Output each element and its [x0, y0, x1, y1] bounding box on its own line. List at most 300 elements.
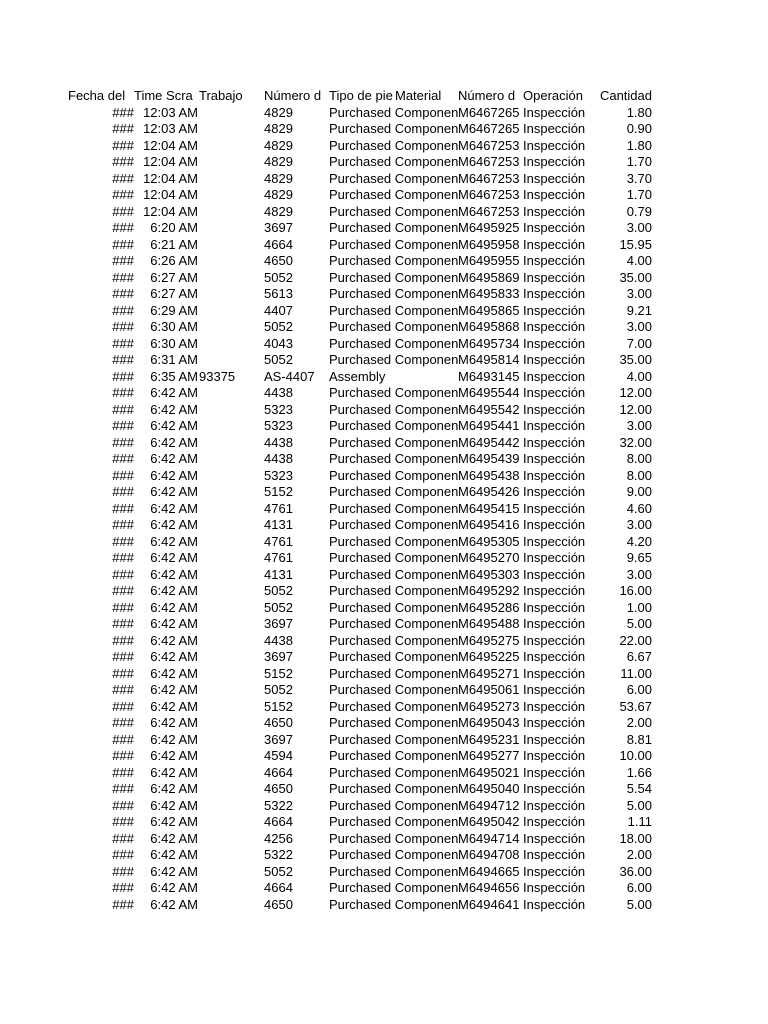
cell-cantidad[interactable]: 8.00	[626, 467, 652, 483]
cell-time[interactable]: 6:42 AM	[150, 880, 198, 895]
cell-trabajo[interactable]: 93375	[199, 368, 236, 384]
cell-trabajo[interactable]	[199, 732, 262, 749]
cell-numero-material[interactable]: M6495869	[458, 269, 520, 285]
cell-material[interactable]	[395, 567, 458, 584]
cell-trabajo[interactable]	[199, 336, 262, 353]
cell-time[interactable]: 6:42 AM	[150, 847, 198, 862]
cell-trabajo[interactable]	[199, 138, 262, 155]
cell-cantidad[interactable]: 3.70	[626, 170, 652, 186]
cell-time[interactable]: 6:42 AM	[150, 715, 198, 730]
cell-fecha[interactable]: ###	[112, 715, 134, 730]
cell-material[interactable]	[395, 204, 458, 221]
cell-trabajo[interactable]	[199, 616, 262, 633]
cell-tipo-pieza[interactable]: Purchased Componen	[329, 286, 459, 301]
cell-trabajo[interactable]	[199, 682, 262, 699]
cell-fecha[interactable]: ###	[112, 220, 134, 235]
cell-fecha[interactable]: ###	[112, 286, 134, 301]
cell-operacion[interactable]: Inspección	[523, 715, 586, 730]
cell-trabajo[interactable]	[199, 847, 262, 864]
cell-tipo-pieza[interactable]: Purchased Componen	[329, 352, 459, 367]
cell-numero-material[interactable]: M6495868	[458, 319, 520, 334]
cell-cantidad[interactable]: 0.90	[626, 121, 652, 136]
cell-time[interactable]: 6:42 AM	[150, 731, 198, 747]
cell-numero-material[interactable]: M6495958	[458, 236, 520, 252]
cell-material[interactable]	[395, 171, 458, 188]
cell-fecha[interactable]: ###	[112, 467, 134, 483]
cell-numero-material[interactable]: M6495426	[458, 484, 520, 499]
cell-fecha[interactable]: ###	[112, 682, 134, 697]
cell-cantidad[interactable]: 1.11	[627, 814, 652, 829]
cell-operacion[interactable]: Inspección	[523, 121, 586, 136]
cell-numero-parte[interactable]: 4438	[264, 385, 293, 400]
cell-operacion[interactable]: Inspección	[523, 550, 586, 565]
cell-numero-parte[interactable]: 5152	[264, 698, 293, 714]
cell-numero-parte[interactable]: 4664	[264, 880, 293, 895]
cell-material[interactable]	[395, 880, 458, 897]
cell-operacion[interactable]: Inspección	[523, 203, 586, 219]
cell-operacion[interactable]: Inspección	[523, 764, 586, 780]
cell-material[interactable]	[395, 600, 458, 617]
cell-numero-parte[interactable]: 5323	[264, 418, 293, 433]
cell-time[interactable]: 6:42 AM	[150, 764, 198, 780]
cell-operacion[interactable]: Inspección	[523, 137, 586, 153]
cell-tipo-pieza[interactable]: Purchased Componen	[329, 236, 459, 252]
cell-cantidad[interactable]: 9.65	[626, 550, 652, 565]
cell-numero-material[interactable]: M6495441	[458, 418, 520, 433]
cell-tipo-pieza[interactable]: Purchased Componen	[329, 220, 459, 235]
cell-numero-material[interactable]: M6493145	[458, 368, 520, 384]
cell-material[interactable]	[395, 253, 458, 270]
cell-trabajo[interactable]	[199, 534, 262, 551]
cell-fecha[interactable]: ###	[112, 517, 134, 532]
cell-numero-parte[interactable]: 4043	[264, 335, 293, 351]
cell-time[interactable]: 6:31 AM	[150, 352, 198, 367]
cell-cantidad[interactable]: 6.00	[626, 880, 652, 895]
cell-time[interactable]: 6:27 AM	[150, 269, 198, 285]
cell-numero-parte[interactable]: 5322	[264, 797, 293, 813]
cell-fecha[interactable]: ###	[112, 385, 134, 400]
cell-numero-material[interactable]: M6495442	[458, 434, 520, 450]
cell-operacion[interactable]: Inspección	[523, 863, 586, 879]
cell-trabajo[interactable]	[199, 633, 262, 650]
cell-material[interactable]	[395, 682, 458, 699]
cell-numero-parte[interactable]: 5052	[264, 269, 293, 285]
cell-time[interactable]: 6:42 AM	[150, 896, 198, 912]
cell-trabajo[interactable]	[199, 435, 262, 452]
cell-cantidad[interactable]: 4.00	[626, 253, 652, 268]
cell-numero-parte[interactable]: 4829	[264, 187, 293, 202]
cell-numero-material[interactable]: M6467253	[458, 137, 520, 153]
cell-tipo-pieza[interactable]: Purchased Componen	[329, 104, 459, 120]
cell-numero-parte[interactable]: 4438	[264, 434, 293, 450]
cell-time[interactable]: 12:04 AM	[143, 137, 198, 153]
cell-time[interactable]: 6:42 AM	[150, 385, 198, 400]
cell-fecha[interactable]: ###	[112, 566, 134, 582]
cell-time[interactable]: 12:04 AM	[143, 170, 198, 186]
cell-cantidad[interactable]: 11.00	[620, 665, 652, 681]
cell-operacion[interactable]: Inspección	[523, 698, 586, 714]
cell-fecha[interactable]: ###	[112, 896, 134, 912]
cell-cantidad[interactable]: 4.60	[626, 500, 652, 516]
cell-tipo-pieza[interactable]: Purchased Componen	[329, 550, 459, 565]
cell-material[interactable]	[395, 286, 458, 303]
cell-cantidad[interactable]: 53.67	[619, 698, 652, 714]
cell-cantidad[interactable]: 8.00	[626, 451, 652, 466]
cell-operacion[interactable]: Inspección	[523, 896, 586, 912]
cell-tipo-pieza[interactable]: Purchased Componen	[329, 434, 459, 450]
cell-fecha[interactable]: ###	[112, 484, 134, 499]
cell-tipo-pieza[interactable]: Purchased Componen	[329, 517, 459, 532]
cell-trabajo[interactable]	[199, 121, 262, 138]
cell-numero-material[interactable]: M6495061	[458, 682, 520, 697]
cell-tipo-pieza[interactable]: Purchased Componen	[329, 335, 459, 351]
cell-material[interactable]	[395, 583, 458, 600]
cell-numero-material[interactable]: M6495275	[458, 632, 520, 648]
cell-cantidad[interactable]: 12.00	[619, 385, 652, 400]
cell-fecha[interactable]: ###	[112, 170, 134, 186]
cell-tipo-pieza[interactable]: Assembly	[329, 368, 386, 384]
cell-fecha[interactable]: ###	[112, 583, 134, 598]
cell-fecha[interactable]: ###	[112, 748, 134, 763]
cell-operacion[interactable]: Inspección	[523, 847, 586, 862]
cell-tipo-pieza[interactable]: Purchased Componen	[329, 748, 459, 763]
cell-trabajo[interactable]	[199, 105, 262, 122]
cell-material[interactable]	[395, 484, 458, 501]
cell-operacion[interactable]: Inspección	[523, 401, 586, 417]
cell-material[interactable]	[395, 814, 458, 831]
cell-numero-parte[interactable]: 5323	[264, 467, 293, 483]
cell-fecha[interactable]: ###	[112, 863, 134, 879]
cell-tipo-pieza[interactable]: Purchased Componen	[329, 682, 459, 697]
cell-cantidad[interactable]: 18.00	[619, 830, 652, 846]
cell-time[interactable]: 6:42 AM	[150, 781, 198, 796]
cell-material[interactable]	[395, 831, 458, 848]
cell-numero-material[interactable]: M6467253	[458, 187, 520, 202]
cell-numero-material[interactable]: M6495271	[458, 665, 520, 681]
cell-time[interactable]: 6:42 AM	[150, 814, 198, 829]
cell-trabajo[interactable]	[199, 831, 262, 848]
cell-numero-parte[interactable]: 3697	[264, 731, 293, 747]
cell-time[interactable]: 12:04 AM	[143, 154, 198, 169]
cell-material[interactable]	[395, 187, 458, 204]
cell-numero-parte[interactable]: 5323	[264, 401, 293, 417]
cell-tipo-pieza[interactable]: Purchased Componen	[329, 154, 459, 169]
cell-trabajo[interactable]	[199, 270, 262, 287]
cell-operacion[interactable]: Inspección	[523, 814, 586, 829]
cell-numero-material[interactable]: M6495814	[458, 352, 520, 367]
cell-cantidad[interactable]: 9.21	[626, 302, 652, 318]
cell-tipo-pieza[interactable]: Purchased Componen	[329, 170, 459, 186]
cell-fecha[interactable]: ###	[112, 764, 134, 780]
cell-cantidad[interactable]: 2.00	[626, 715, 652, 730]
cell-material[interactable]	[395, 105, 458, 122]
cell-numero-material[interactable]: M6494708	[458, 847, 520, 862]
cell-time[interactable]: 6:42 AM	[150, 863, 198, 879]
cell-numero-material[interactable]: M6495277	[458, 748, 520, 763]
cell-material[interactable]	[395, 534, 458, 551]
cell-tipo-pieza[interactable]: Purchased Componen	[329, 764, 459, 780]
cell-trabajo[interactable]	[199, 765, 262, 782]
cell-fecha[interactable]: ###	[112, 847, 134, 862]
cell-cantidad[interactable]: 4.00	[626, 368, 652, 384]
cell-cantidad[interactable]: 35.00	[619, 352, 652, 367]
cell-trabajo[interactable]	[199, 517, 262, 534]
cell-cantidad[interactable]: 5.54	[626, 781, 652, 796]
cell-cantidad[interactable]: 5.00	[626, 896, 652, 912]
cell-numero-parte[interactable]: 5052	[264, 599, 293, 615]
cell-tipo-pieza[interactable]: Purchased Componen	[329, 187, 459, 202]
cell-material[interactable]	[395, 435, 458, 452]
cell-tipo-pieza[interactable]: Purchased Componen	[329, 896, 459, 912]
cell-numero-parte[interactable]: 4761	[264, 550, 293, 565]
cell-trabajo[interactable]	[199, 864, 262, 881]
cell-fecha[interactable]: ###	[112, 236, 134, 252]
cell-time[interactable]: 6:35 AM	[150, 368, 198, 384]
cell-material[interactable]	[395, 517, 458, 534]
cell-tipo-pieza[interactable]: Purchased Componen	[329, 253, 459, 268]
cell-tipo-pieza[interactable]: Purchased Componen	[329, 583, 459, 598]
cell-numero-material[interactable]: M6467265	[458, 121, 520, 136]
cell-numero-parte[interactable]: 4650	[264, 253, 293, 268]
cell-fecha[interactable]: ###	[112, 814, 134, 829]
cell-cantidad[interactable]: 1.00	[626, 599, 652, 615]
cell-numero-parte[interactable]: 4829	[264, 154, 293, 169]
cell-tipo-pieza[interactable]: Purchased Componen	[329, 665, 459, 681]
cell-operacion[interactable]: Inspección	[523, 616, 586, 631]
cell-material[interactable]	[395, 864, 458, 881]
cell-time[interactable]: 6:42 AM	[150, 566, 198, 582]
cell-trabajo[interactable]	[199, 402, 262, 419]
cell-numero-parte[interactable]: 4829	[264, 137, 293, 153]
cell-material[interactable]	[395, 765, 458, 782]
cell-tipo-pieza[interactable]: Purchased Componen	[329, 484, 459, 499]
cell-trabajo[interactable]	[199, 715, 262, 732]
cell-operacion[interactable]: Inspección	[523, 533, 586, 549]
cell-numero-material[interactable]: M6467265	[458, 104, 520, 120]
cell-numero-material[interactable]: M6494714	[458, 830, 520, 846]
cell-fecha[interactable]: ###	[112, 319, 134, 334]
cell-numero-parte[interactable]: 4438	[264, 632, 293, 648]
cell-fecha[interactable]: ###	[112, 616, 134, 631]
cell-numero-parte[interactable]: 5152	[264, 484, 293, 499]
cell-numero-material[interactable]: M6495542	[458, 401, 520, 417]
cell-material[interactable]	[395, 319, 458, 336]
cell-material[interactable]	[395, 451, 458, 468]
cell-numero-material[interactable]: M6467253	[458, 203, 520, 219]
cell-time[interactable]: 6:42 AM	[150, 418, 198, 433]
cell-numero-material[interactable]: M6494712	[458, 797, 520, 813]
cell-material[interactable]	[395, 798, 458, 815]
cell-trabajo[interactable]	[199, 154, 262, 171]
cell-tipo-pieza[interactable]: Purchased Componen	[329, 814, 459, 829]
cell-fecha[interactable]: ###	[112, 665, 134, 681]
cell-cantidad[interactable]: 22.00	[619, 632, 652, 648]
cell-cantidad[interactable]: 35.00	[619, 269, 652, 285]
cell-cantidad[interactable]: 3.00	[626, 517, 652, 532]
cell-operacion[interactable]: Inspección	[523, 599, 586, 615]
cell-fecha[interactable]: ###	[112, 418, 134, 433]
cell-operacion[interactable]: Inspección	[523, 566, 586, 582]
cell-trabajo[interactable]	[199, 468, 262, 485]
cell-fecha[interactable]: ###	[112, 550, 134, 565]
cell-cantidad[interactable]: 1.70	[626, 154, 652, 169]
cell-cantidad[interactable]: 5.00	[626, 797, 652, 813]
cell-fecha[interactable]: ###	[112, 599, 134, 615]
cell-numero-material[interactable]: M6495955	[458, 253, 520, 268]
cell-cantidad[interactable]: 0.79	[626, 203, 652, 219]
cell-cantidad[interactable]: 1.66	[626, 764, 652, 780]
cell-time[interactable]: 6:42 AM	[150, 748, 198, 763]
cell-numero-parte[interactable]: 4650	[264, 896, 293, 912]
cell-fecha[interactable]: ###	[112, 830, 134, 846]
cell-tipo-pieza[interactable]: Purchased Componen	[329, 269, 459, 285]
cell-trabajo[interactable]	[199, 303, 262, 320]
cell-tipo-pieza[interactable]: Purchased Componen	[329, 121, 459, 136]
cell-operacion[interactable]: Inspección	[523, 286, 586, 301]
cell-numero-material[interactable]: M6495042	[458, 814, 520, 829]
cell-numero-parte[interactable]: 3697	[264, 220, 293, 235]
cell-operacion[interactable]: Inspección	[523, 583, 586, 598]
cell-numero-material[interactable]: M6495305	[458, 533, 520, 549]
cell-numero-material[interactable]: M6495415	[458, 500, 520, 516]
cell-numero-material[interactable]: M6495021	[458, 764, 520, 780]
cell-numero-material[interactable]: M6467253	[458, 170, 520, 186]
cell-numero-material[interactable]: M6495488	[458, 616, 520, 631]
cell-time[interactable]: 6:42 AM	[150, 797, 198, 813]
cell-cantidad[interactable]: 1.80	[626, 104, 652, 120]
cell-numero-material[interactable]: M6495043	[458, 715, 520, 730]
cell-trabajo[interactable]	[199, 880, 262, 897]
cell-cantidad[interactable]: 2.00	[626, 847, 652, 862]
cell-numero-parte[interactable]: 3697	[264, 616, 293, 631]
cell-cantidad[interactable]: 3.00	[626, 418, 652, 433]
cell-tipo-pieza[interactable]: Purchased Componen	[329, 401, 459, 417]
cell-material[interactable]	[395, 649, 458, 666]
cell-cantidad[interactable]: 3.00	[626, 319, 652, 334]
cell-trabajo[interactable]	[199, 204, 262, 221]
cell-numero-material[interactable]: M6495833	[458, 286, 520, 301]
cell-tipo-pieza[interactable]: Purchased Componen	[329, 847, 459, 862]
cell-tipo-pieza[interactable]: Purchased Componen	[329, 533, 459, 549]
cell-operacion[interactable]: Inspección	[523, 517, 586, 532]
cell-operacion[interactable]: Inspección	[523, 335, 586, 351]
cell-numero-parte[interactable]: 3697	[264, 649, 293, 664]
cell-time[interactable]: 6:20 AM	[150, 220, 198, 235]
cell-numero-parte[interactable]: 4761	[264, 533, 293, 549]
cell-cantidad[interactable]: 6.00	[626, 682, 652, 697]
cell-cantidad[interactable]: 32.00	[619, 434, 652, 450]
cell-trabajo[interactable]	[199, 600, 262, 617]
cell-material[interactable]	[395, 699, 458, 716]
cell-numero-material[interactable]: M6495438	[458, 467, 520, 483]
cell-time[interactable]: 6:42 AM	[150, 599, 198, 615]
cell-fecha[interactable]: ###	[112, 880, 134, 895]
cell-material[interactable]	[395, 352, 458, 369]
cell-operacion[interactable]: Inspección	[523, 236, 586, 252]
cell-numero-parte[interactable]: 4761	[264, 500, 293, 516]
cell-numero-parte[interactable]: 4594	[264, 748, 293, 763]
cell-fecha[interactable]: ###	[112, 104, 134, 120]
cell-time[interactable]: 12:04 AM	[143, 203, 198, 219]
cell-tipo-pieza[interactable]: Purchased Componen	[329, 632, 459, 648]
cell-time[interactable]: 6:42 AM	[150, 830, 198, 846]
cell-trabajo[interactable]	[199, 501, 262, 518]
cell-operacion[interactable]: Inspección	[523, 187, 586, 202]
cell-fecha[interactable]: ###	[112, 253, 134, 268]
cell-tipo-pieza[interactable]: Purchased Componen	[329, 137, 459, 153]
cell-tipo-pieza[interactable]: Purchased Componen	[329, 797, 459, 813]
cell-numero-material[interactable]: M6495416	[458, 517, 520, 532]
cell-operacion[interactable]: Inspección	[523, 269, 586, 285]
cell-numero-parte[interactable]: 4664	[264, 236, 293, 252]
cell-material[interactable]	[395, 732, 458, 749]
cell-operacion[interactable]: Inspección	[523, 104, 586, 120]
cell-time[interactable]: 6:42 AM	[150, 484, 198, 499]
cell-trabajo[interactable]	[199, 352, 262, 369]
cell-tipo-pieza[interactable]: Purchased Componen	[329, 649, 459, 664]
cell-time[interactable]: 12:04 AM	[143, 187, 198, 202]
cell-tipo-pieza[interactable]: Purchased Componen	[329, 418, 459, 433]
cell-time[interactable]: 6:42 AM	[150, 665, 198, 681]
cell-numero-material[interactable]: M6495544	[458, 385, 520, 400]
cell-numero-parte[interactable]: 5322	[264, 847, 293, 862]
cell-cantidad[interactable]: 5.00	[626, 616, 652, 631]
cell-trabajo[interactable]	[199, 237, 262, 254]
cell-numero-parte[interactable]: 4664	[264, 814, 293, 829]
cell-material[interactable]	[395, 138, 458, 155]
cell-cantidad[interactable]: 4.20	[626, 533, 652, 549]
cell-trabajo[interactable]	[199, 798, 262, 815]
cell-tipo-pieza[interactable]: Purchased Componen	[329, 566, 459, 582]
cell-cantidad[interactable]: 3.00	[626, 566, 652, 582]
cell-numero-material[interactable]: M6495273	[458, 698, 520, 714]
cell-trabajo[interactable]	[199, 781, 262, 798]
cell-operacion[interactable]: Inspección	[523, 451, 586, 466]
cell-tipo-pieza[interactable]: Purchased Componen	[329, 731, 459, 747]
cell-numero-material[interactable]: M6495225	[458, 649, 520, 664]
cell-fecha[interactable]: ###	[112, 154, 134, 169]
cell-time[interactable]: 6:42 AM	[150, 550, 198, 565]
cell-operacion[interactable]: Inspección	[523, 302, 586, 318]
cell-numero-parte[interactable]: 5152	[264, 665, 293, 681]
cell-cantidad[interactable]: 12.00	[619, 401, 652, 417]
cell-numero-parte[interactable]: 4407	[264, 302, 293, 318]
cell-fecha[interactable]: ###	[112, 187, 134, 202]
cell-fecha[interactable]: ###	[112, 451, 134, 466]
cell-numero-material[interactable]: M6495439	[458, 451, 520, 466]
cell-fecha[interactable]: ###	[112, 698, 134, 714]
cell-tipo-pieza[interactable]: Purchased Componen	[329, 319, 459, 334]
cell-material[interactable]	[395, 418, 458, 435]
cell-numero-parte[interactable]: AS-4407	[264, 368, 315, 384]
cell-operacion[interactable]: Inspección	[523, 220, 586, 235]
cell-material[interactable]	[395, 154, 458, 171]
cell-material[interactable]	[395, 121, 458, 138]
cell-cantidad[interactable]: 1.80	[626, 137, 652, 153]
cell-material[interactable]	[395, 847, 458, 864]
cell-material[interactable]	[395, 748, 458, 765]
cell-operacion[interactable]: Inspección	[523, 682, 586, 697]
cell-fecha[interactable]: ###	[112, 401, 134, 417]
cell-operacion[interactable]: Inspección	[523, 748, 586, 763]
cell-cantidad[interactable]: 15.95	[619, 236, 652, 252]
cell-time[interactable]: 6:27 AM	[150, 286, 198, 301]
cell-operacion[interactable]: Inspección	[523, 484, 586, 499]
cell-tipo-pieza[interactable]: Purchased Componen	[329, 863, 459, 879]
cell-material[interactable]	[395, 220, 458, 237]
cell-tipo-pieza[interactable]: Purchased Componen	[329, 599, 459, 615]
cell-numero-material[interactable]: M6494656	[458, 880, 520, 895]
